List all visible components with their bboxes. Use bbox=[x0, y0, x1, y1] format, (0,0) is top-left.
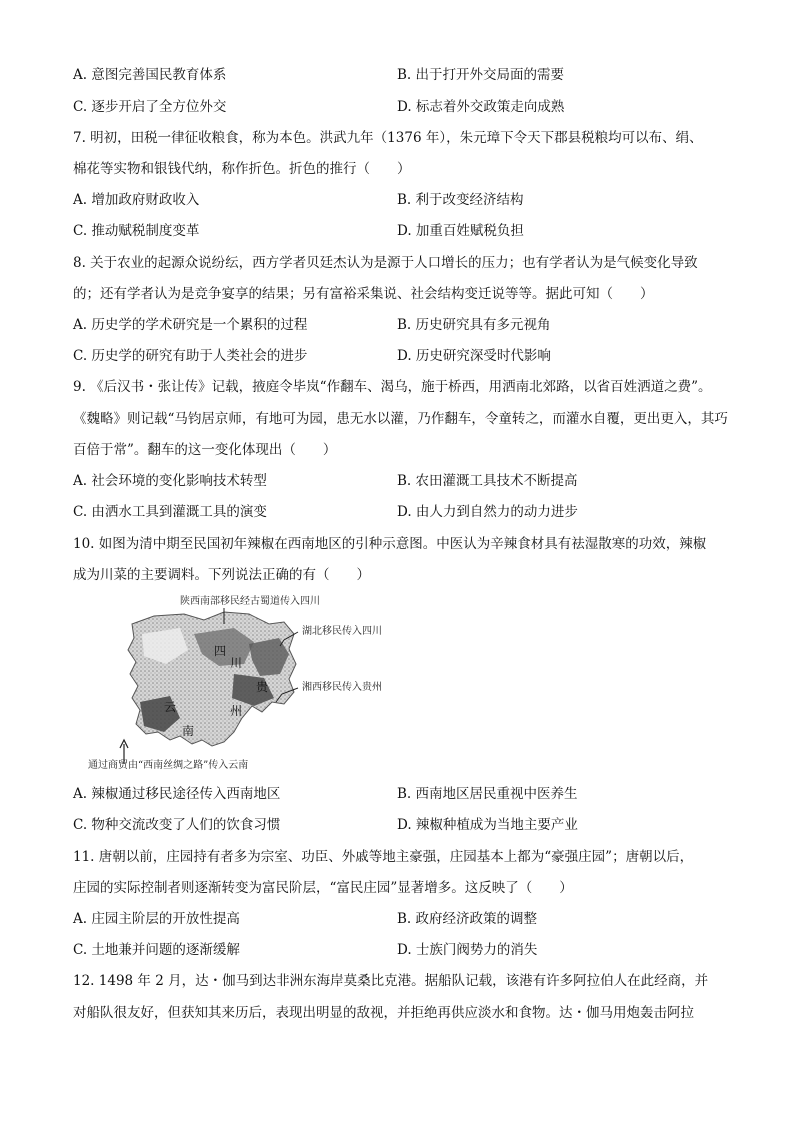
map-char-zhou: 州 bbox=[230, 704, 243, 718]
q6-option-a: A. 意图完善国民教育体系 bbox=[73, 67, 227, 83]
q7-stem-line2: 棉花等实物和银钱代纳，称作折色。折色的推行（ ） bbox=[73, 161, 411, 177]
map-char-nan: 南 bbox=[182, 724, 195, 738]
q9-option-c: C. 由洒水工具到灌溉工具的演变 bbox=[73, 504, 267, 520]
q8-option-b: B. 历史研究具有多元视角 bbox=[397, 317, 551, 333]
q11-option-c: C. 土地兼并问题的逐渐缓解 bbox=[73, 942, 240, 958]
q8-option-c: C. 历史学的研究有助于人类社会的进步 bbox=[73, 348, 308, 364]
q7-stem-line1: 7. 明初，田税一律征收粮食，称为本色。洪武九年（1376 年），朱元璋下令天下郡县税粮均可以布、绢、 bbox=[73, 130, 703, 146]
q7-option-c: C. 推动赋税制度变革 bbox=[73, 223, 200, 239]
q12-stem-line1: 12. 1498 年 2 月，达・伽马到达非洲东海岸莫桑比克港。据船队记载，该港有许多阿拉伯人在此经商，并 bbox=[73, 973, 709, 989]
q11-stem-line1: 11. 唐朝以前，庄园持有者多为宗室、功臣、外戚等地主豪强，庄园基本上都为“豪强庄园”；唐朝以后， bbox=[73, 849, 694, 865]
q10-option-c: C. 物种交流改变了人们的饮食习惯 bbox=[73, 817, 281, 833]
q9-stem-line3: 百倍于常”。翻车的这一变化体现出（ ） bbox=[73, 442, 337, 458]
q11-stem-line2: 庄园的实际控制者则逐渐转变为富民阶层，“富民庄园”显著增多。这反映了（ ） bbox=[73, 880, 573, 896]
q8-stem-line1: 8. 关于农业的起源众说纷纭，西方学者贝廷杰认为是源于人口增长的压力；也有学者认为是气候变化导致 bbox=[73, 255, 698, 271]
q11-option-d: D. 士族门阀势力的消失 bbox=[397, 942, 538, 958]
map-label-shaanxi: 陕西南部移民经古蜀道传入四川 bbox=[180, 596, 320, 607]
q7-option-a: A. 增加政府财政收入 bbox=[73, 192, 200, 208]
q6-option-c: C. 逐步开启了全方位外交 bbox=[73, 99, 227, 115]
map-label-hubei: 湖北移民传入四川 bbox=[302, 626, 382, 637]
q7-option-d: D. 加重百姓赋税负担 bbox=[397, 223, 524, 239]
q10-stem-line1: 10. 如图为清中期至民国初年辣椒在西南地区的引种示意图。中医认为辛辣食材具有祛湿散寒的功效，辣椒 bbox=[73, 536, 707, 552]
q8-option-a: A. 历史学的学术研究是一个累积的过程 bbox=[73, 317, 308, 333]
q6-option-d: D. 标志着外交政策走向成熟 bbox=[397, 99, 565, 115]
q11-option-b: B. 政府经济政策的调整 bbox=[397, 911, 538, 927]
map-char-yun: 云 bbox=[164, 700, 177, 714]
q10-stem-line2: 成为川菜的主要调料。下列说法正确的有（ ） bbox=[73, 567, 370, 583]
q9-stem-line2: 《魏略》则记载“马钧居京师，有地可为园，患无水以灌，乃作翻车，令童转之，而灌水自覆，更出更入，其巧 bbox=[73, 411, 728, 427]
q11-option-a: A. 庄园主阶层的开放性提高 bbox=[73, 911, 240, 927]
chili-introduction-map bbox=[84, 594, 404, 776]
q9-option-d: D. 由人力到自然力的动力进步 bbox=[397, 504, 578, 520]
q10-option-a: A. 辣椒通过移民途径传入西南地区 bbox=[73, 786, 281, 802]
q9-stem-line1: 9. 《后汉书・张让传》记载，掖庭令毕岚“作翻车、渴乌，施于桥西，用洒南北郊路，以省百姓洒道之费”。 bbox=[73, 379, 712, 395]
q12-stem-line2: 对船队很友好，但获知其来历后，表现出明显的敌视，并拒绝再供应淡水和食物。达・伽马用炮轰击阿拉 bbox=[73, 1005, 694, 1021]
q6-option-b: B. 出于打开外交局面的需要 bbox=[397, 67, 565, 83]
map-char-si: 四 bbox=[214, 644, 227, 658]
map-label-yunnan: 通过商贸由“西南丝绸之路”传入云南 bbox=[88, 760, 249, 771]
map-char-gui: 贵 bbox=[256, 680, 269, 694]
q7-option-b: B. 利于改变经济结构 bbox=[397, 192, 524, 208]
q9-option-a: A. 社会环境的变化影响技术转型 bbox=[73, 473, 267, 489]
q8-option-d: D. 历史研究深受时代影响 bbox=[397, 348, 551, 364]
q8-stem-line2: 的；还有学者认为是竞争宴享的结果；另有富裕采集说、社会结构变迁说等等。据此可知（ ） bbox=[73, 286, 654, 302]
map-label-xiangxi: 湘西移民传入贵州 bbox=[302, 682, 382, 693]
map-char-chuan: 川 bbox=[230, 656, 243, 670]
q9-option-b: B. 农田灌溉工具技术不断提高 bbox=[397, 473, 578, 489]
q10-option-d: D. 辣椒种植成为当地主要产业 bbox=[397, 817, 578, 833]
q10-option-b: B. 西南地区居民重视中医养生 bbox=[397, 786, 578, 802]
